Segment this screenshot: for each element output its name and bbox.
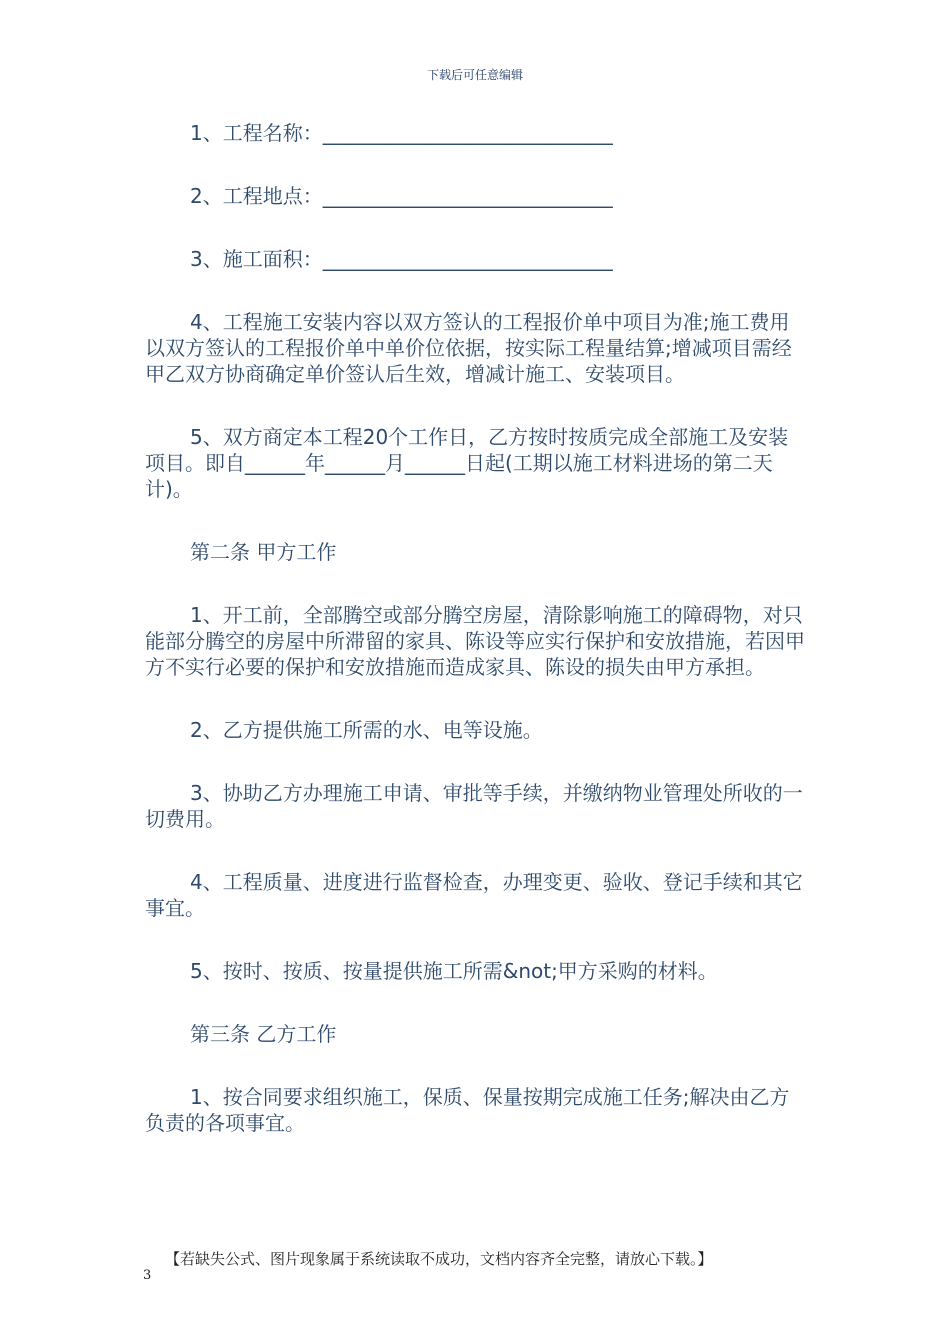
document-body [145,120,805,1173]
project-location-line: 2、工程地点：_____________________________ [190,184,613,208]
party-a-item-5: 5、按时、按质、按量提供施工所需&not;甲方采购的材料。 [190,959,718,983]
article-3-title: 第三条 乙方工作 [190,1022,337,1046]
party-a-item-4: 4、工程质量、进度进行监督检查，办理变更、验收、登记手续和其它事宜。 [145,870,803,920]
construction-area-line: 3、施工面积：_____________________________ [190,247,613,271]
party-a-item-2: 2、乙方提供施工所需的水、电等设施。 [190,718,543,742]
page-header: 下载后可任意编辑 [426,68,523,82]
article-2-title: 第二条 甲方工作 [190,540,337,564]
party-b-item-1: 1、按合同要求组织施工，保质、保量按期完成施工任务;解决由乙方负责的各项事宜。 [145,1085,790,1135]
clause-4-paragraph: 4、工程施工安装内容以双方签认的工程报价单中项目为准;施工费用以双方签认的工程报价单中单价位依据，按实际工程量结算;增减项目需经甲乙双方协商确定单价签认后生效，增减计施工、安装项目。 [145,310,792,386]
clause-5-paragraph: 5、双方商定本工程20个工作日，乙方按时按质完成全部施工及安装项目。即自______年______月______日起(工期以施工材料进场的第二天计)。 [145,425,789,501]
project-name-line: 1、工程名称：_____________________________ [190,121,613,145]
footer-note: 【若缺失公式、图片现象属于系统读取不成功，文档内容齐全完整，请放心下载。】 [165,1250,713,1268]
page-number: 3 [143,1268,152,1283]
party-a-item-3: 3、协助乙方办理施工申请、审批等手续，并缴纳物业管理处所收的一切费用。 [145,781,803,831]
party-a-item-1: 1、开工前，全部腾空或部分腾空房屋，清除影响施工的障碍物，对只能部分腾空的房屋中所滞留的家具、陈设等应实行保护和安放措施，若因甲方不实行必要的保护和安放措施而造成家具、陈设的损失由甲方承担。 [145,603,805,679]
